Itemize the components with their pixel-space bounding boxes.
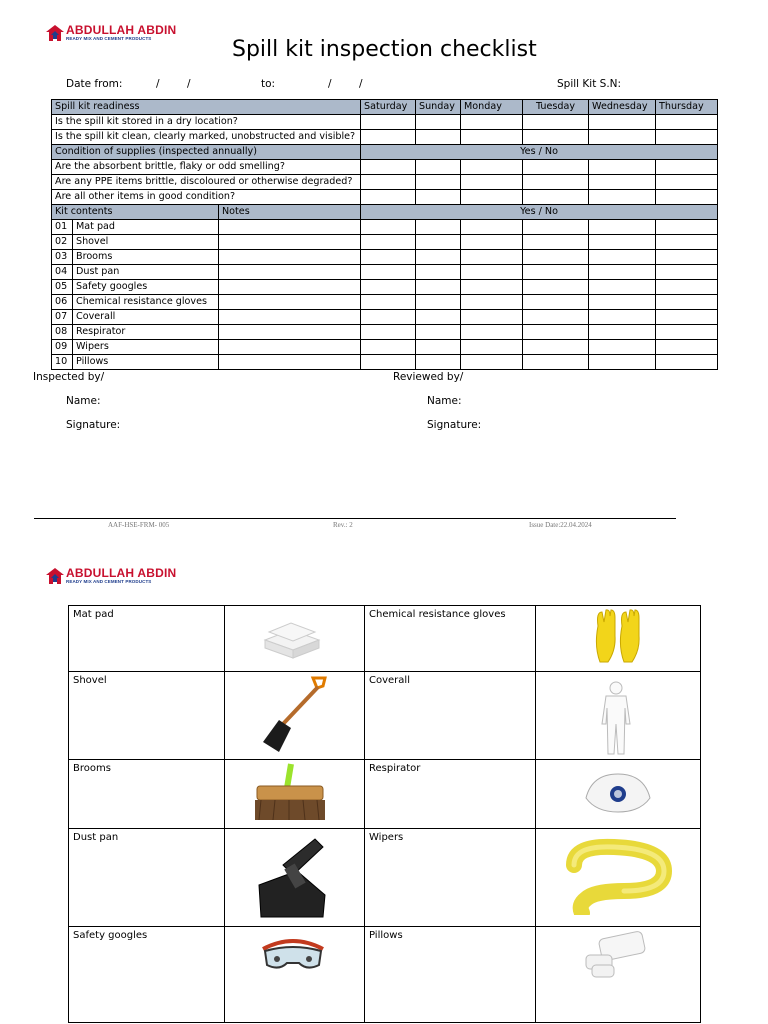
item-picture-cell <box>225 829 365 927</box>
check-cell[interactable] <box>361 235 416 250</box>
item-picture-cell <box>536 672 701 760</box>
check-cell[interactable] <box>461 265 523 280</box>
kit-number: 10 <box>52 355 73 370</box>
check-cell[interactable] <box>589 175 656 190</box>
check-cell[interactable] <box>656 175 718 190</box>
kit-row <box>52 310 718 325</box>
kit-items-table <box>68 605 701 1023</box>
kit-number: 04 <box>52 265 73 280</box>
question-row <box>52 160 718 175</box>
item-picture-cell <box>225 760 365 829</box>
spill-kit-sn-label: Spill Kit S.N: <box>557 78 622 90</box>
check-cell[interactable] <box>416 175 461 190</box>
reviewer-signature-label: Signature: <box>427 419 482 431</box>
day-tuesday: Tuesday <box>523 100 589 115</box>
check-cell[interactable] <box>361 115 416 130</box>
check-cell[interactable] <box>656 235 718 250</box>
check-cell[interactable] <box>589 250 656 265</box>
check-cell[interactable] <box>656 160 718 175</box>
check-cell[interactable] <box>361 250 416 265</box>
check-cell[interactable] <box>461 115 523 130</box>
section-supplies: Condition of supplies (inspected annually) <box>52 145 361 160</box>
check-cell[interactable] <box>589 355 656 370</box>
contents-header-row <box>52 205 718 220</box>
day-thursday: Thursday <box>656 100 718 115</box>
kit-item-name: Wipers <box>73 340 219 355</box>
kit-number: 05 <box>52 280 73 295</box>
notes-cell[interactable] <box>219 280 361 295</box>
check-cell[interactable] <box>656 340 718 355</box>
check-cell[interactable] <box>523 355 589 370</box>
kit-item-name: Pillows <box>73 355 219 370</box>
notes-cell[interactable] <box>219 265 361 280</box>
item-picture-cell <box>225 672 365 760</box>
check-cell[interactable] <box>523 115 589 130</box>
kit-item-name: Respirator <box>73 325 219 340</box>
company-logo <box>46 24 176 42</box>
check-cell[interactable] <box>416 325 461 340</box>
mat-pad-icon <box>261 610 323 666</box>
day-saturday: Saturday <box>361 100 416 115</box>
check-cell[interactable] <box>656 190 718 205</box>
check-cell[interactable] <box>416 310 461 325</box>
check-cell[interactable] <box>656 265 718 280</box>
check-cell[interactable] <box>361 325 416 340</box>
reviewer-name-label: Name: <box>427 395 462 407</box>
kit-number: 06 <box>52 295 73 310</box>
section-kit-contents: Kit contents <box>52 205 219 220</box>
check-cell[interactable] <box>589 235 656 250</box>
kit-row <box>52 265 718 280</box>
check-cell[interactable] <box>361 160 416 175</box>
check-cell[interactable] <box>416 265 461 280</box>
date-slash: / <box>156 78 160 90</box>
inspector-signature-label: Signature: <box>66 419 121 431</box>
check-cell[interactable] <box>461 280 523 295</box>
check-cell[interactable] <box>523 160 589 175</box>
item-label-respirator: Respirator <box>365 760 536 829</box>
item-label-gloves: Chemical resistance gloves <box>365 606 536 672</box>
check-cell[interactable] <box>589 220 656 235</box>
question-row <box>52 115 718 130</box>
kit-item-name: Coverall <box>73 310 219 325</box>
check-cell[interactable] <box>523 220 589 235</box>
company-logo <box>46 567 176 585</box>
check-cell[interactable] <box>361 310 416 325</box>
shovel-icon <box>257 676 327 756</box>
supplies-header-row <box>52 145 718 160</box>
kit-number: 03 <box>52 250 73 265</box>
question-clean-marked: Is the spill kit clean, clearly marked, unobstructed and visible? <box>52 130 361 145</box>
kit-row <box>52 325 718 340</box>
check-cell[interactable] <box>589 340 656 355</box>
kit-number: 02 <box>52 235 73 250</box>
item-picture-cell <box>225 927 365 1023</box>
kit-row <box>52 220 718 235</box>
check-cell[interactable] <box>361 280 416 295</box>
check-cell[interactable] <box>656 355 718 370</box>
day-sunday: Sunday <box>416 100 461 115</box>
wipers-icon <box>564 835 674 915</box>
form-code: AAF-HSE-FRM- 005 <box>108 521 170 529</box>
kit-number: 08 <box>52 325 73 340</box>
kit-number: 07 <box>52 310 73 325</box>
checklist-table <box>51 99 718 370</box>
check-cell[interactable] <box>523 295 589 310</box>
check-cell[interactable] <box>656 115 718 130</box>
check-cell[interactable] <box>416 355 461 370</box>
reviewed-by-label: Reviewed by/ <box>393 371 464 383</box>
kit-row <box>52 235 718 250</box>
check-cell[interactable] <box>523 190 589 205</box>
day-monday: Monday <box>461 100 523 115</box>
inspected-by-label: Inspected by/ <box>33 371 105 383</box>
check-cell[interactable] <box>416 115 461 130</box>
kit-row <box>52 295 718 310</box>
logo-name: ABDULLAH ABDIN <box>66 23 177 37</box>
check-cell[interactable] <box>461 235 523 250</box>
check-cell[interactable] <box>461 295 523 310</box>
item-label-wipers: Wipers <box>365 829 536 927</box>
check-cell[interactable] <box>461 220 523 235</box>
check-cell[interactable] <box>416 235 461 250</box>
item-row <box>69 829 701 927</box>
check-cell[interactable] <box>589 325 656 340</box>
check-cell[interactable] <box>416 220 461 235</box>
check-cell[interactable] <box>656 280 718 295</box>
date-from-label: Date from: <box>66 78 123 90</box>
item-picture-cell <box>536 760 701 829</box>
check-cell[interactable] <box>361 190 416 205</box>
check-cell[interactable] <box>656 130 718 145</box>
page-title: Spill kit inspection checklist <box>232 37 537 62</box>
logo-mark-icon <box>46 568 64 584</box>
question-row <box>52 130 718 145</box>
check-cell[interactable] <box>416 190 461 205</box>
yes-no-header: Yes / No <box>361 145 718 160</box>
check-cell[interactable] <box>523 340 589 355</box>
item-row <box>69 927 701 1023</box>
check-cell[interactable] <box>416 340 461 355</box>
logo-name: ABDULLAH ABDIN <box>66 566 177 580</box>
check-cell[interactable] <box>361 340 416 355</box>
kit-item-name: Shovel <box>73 235 219 250</box>
check-cell[interactable] <box>361 220 416 235</box>
question-other-items: Are all other items in good condition? <box>52 190 361 205</box>
date-slash: / <box>359 78 363 90</box>
item-row <box>69 760 701 829</box>
check-cell[interactable] <box>416 280 461 295</box>
item-picture-cell <box>536 927 701 1023</box>
item-picture-cell <box>536 829 701 927</box>
dust-pan-icon <box>253 835 329 921</box>
check-cell[interactable] <box>656 295 718 310</box>
logo-tagline: READY MIX AND CEMENT PRODUCTS <box>66 579 152 584</box>
item-picture-cell <box>536 606 701 672</box>
check-cell[interactable] <box>416 295 461 310</box>
check-cell[interactable] <box>461 160 523 175</box>
check-cell[interactable] <box>461 130 523 145</box>
check-cell[interactable] <box>523 325 589 340</box>
notes-cell[interactable] <box>219 310 361 325</box>
item-row <box>69 672 701 760</box>
check-cell[interactable] <box>361 295 416 310</box>
item-label-pillows: Pillows <box>365 927 536 1023</box>
check-cell[interactable] <box>523 280 589 295</box>
item-label-goggles: Safety googles <box>69 927 225 1023</box>
kit-number: 09 <box>52 340 73 355</box>
check-cell[interactable] <box>589 265 656 280</box>
check-cell[interactable] <box>461 340 523 355</box>
kit-item-name: Chemical resistance gloves <box>73 295 219 310</box>
kit-item-name: Mat pad <box>73 220 219 235</box>
logo-tagline: READY MIX AND CEMENT PRODUCTS <box>66 36 152 41</box>
notes-cell[interactable] <box>219 235 361 250</box>
check-cell[interactable] <box>523 250 589 265</box>
check-cell[interactable] <box>461 250 523 265</box>
item-label-coverall: Coverall <box>365 672 536 760</box>
notes-cell[interactable] <box>219 295 361 310</box>
check-cell[interactable] <box>416 130 461 145</box>
check-cell[interactable] <box>416 160 461 175</box>
check-cell[interactable] <box>461 325 523 340</box>
check-cell[interactable] <box>461 355 523 370</box>
check-cell[interactable] <box>523 310 589 325</box>
item-label-brooms: Brooms <box>69 760 225 829</box>
question-row <box>52 175 718 190</box>
kit-item-name: Dust pan <box>73 265 219 280</box>
question-dry-location: Is the spill kit stored in a dry location? <box>52 115 361 130</box>
check-cell[interactable] <box>589 115 656 130</box>
date-slash: / <box>187 78 191 90</box>
check-cell[interactable] <box>461 310 523 325</box>
goggles-icon <box>261 935 325 975</box>
question-ppe: Are any PPE items brittle, discoloured or otherwise degraded? <box>52 175 361 190</box>
check-cell[interactable] <box>461 175 523 190</box>
item-row <box>69 606 701 672</box>
check-cell[interactable] <box>361 355 416 370</box>
revision: Rev.: 2 <box>333 521 353 529</box>
item-label-mat-pad: Mat pad <box>69 606 225 672</box>
logo-mark-icon <box>46 25 64 41</box>
check-cell[interactable] <box>589 190 656 205</box>
check-cell[interactable] <box>461 190 523 205</box>
date-to-label: to: <box>261 78 276 90</box>
gloves-icon <box>590 606 646 666</box>
check-cell[interactable] <box>523 235 589 250</box>
check-cell[interactable] <box>589 130 656 145</box>
kit-number: 01 <box>52 220 73 235</box>
day-wednesday: Wednesday <box>589 100 656 115</box>
question-absorbent: Are the absorbent brittle, flaky or odd smelling? <box>52 160 361 175</box>
kit-row <box>52 340 718 355</box>
check-cell[interactable] <box>589 295 656 310</box>
check-cell[interactable] <box>416 250 461 265</box>
check-cell[interactable] <box>589 280 656 295</box>
readiness-header-row <box>52 100 718 115</box>
check-cell[interactable] <box>361 130 416 145</box>
notes-cell[interactable] <box>219 355 361 370</box>
respirator-icon <box>582 768 654 818</box>
check-cell[interactable] <box>523 265 589 280</box>
inspector-name-label: Name: <box>66 395 101 407</box>
issue-date: Issue Date:22.04.2024 <box>529 521 592 529</box>
check-cell[interactable] <box>656 220 718 235</box>
notes-cell[interactable] <box>219 250 361 265</box>
date-slash: / <box>328 78 332 90</box>
kit-row <box>52 250 718 265</box>
kit-item-name: Safety googles <box>73 280 219 295</box>
check-cell[interactable] <box>361 265 416 280</box>
kit-row <box>52 280 718 295</box>
item-label-dust-pan: Dust pan <box>69 829 225 927</box>
check-cell[interactable] <box>656 325 718 340</box>
kit-item-name: Brooms <box>73 250 219 265</box>
notes-cell[interactable] <box>219 340 361 355</box>
check-cell[interactable] <box>523 130 589 145</box>
check-cell[interactable] <box>523 175 589 190</box>
kit-row <box>52 355 718 370</box>
section-readiness: Spill kit readiness <box>52 100 361 115</box>
notes-header: Notes <box>219 205 361 220</box>
footer-divider <box>34 518 676 519</box>
yes-no-header: Yes / No <box>361 205 718 220</box>
pillows-icon <box>582 929 652 979</box>
question-row <box>52 190 718 205</box>
check-cell[interactable] <box>589 310 656 325</box>
check-cell[interactable] <box>589 160 656 175</box>
item-label-shovel: Shovel <box>69 672 225 760</box>
check-cell[interactable] <box>656 310 718 325</box>
notes-cell[interactable] <box>219 325 361 340</box>
coverall-icon <box>596 680 636 756</box>
check-cell[interactable] <box>361 175 416 190</box>
broom-icon <box>251 760 331 826</box>
notes-cell[interactable] <box>219 220 361 235</box>
item-picture-cell <box>225 606 365 672</box>
check-cell[interactable] <box>656 250 718 265</box>
